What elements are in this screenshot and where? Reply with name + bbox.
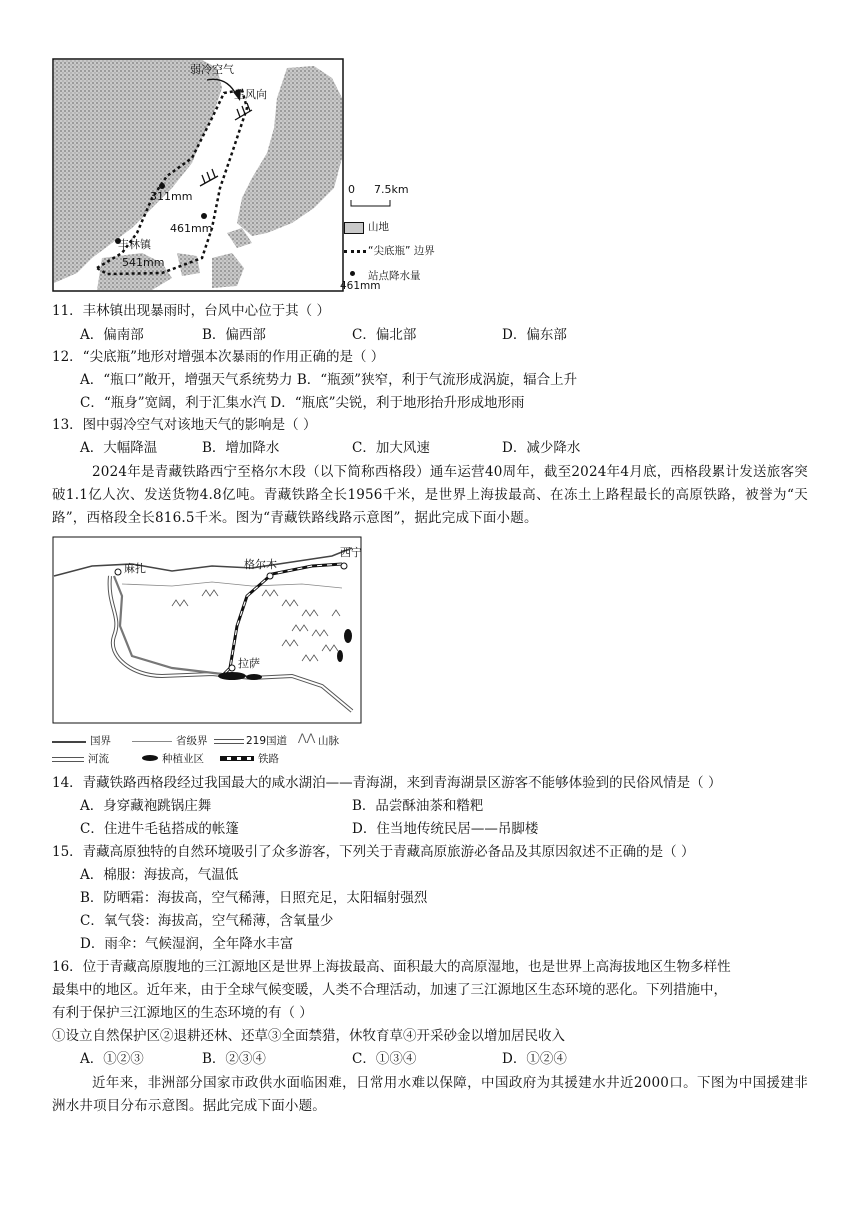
q15-option-d[interactable]: D．雨伞：气候湿润，全年降水丰富 bbox=[80, 936, 294, 952]
city-xining-dot bbox=[341, 563, 347, 569]
legend-border-swatch bbox=[52, 741, 86, 743]
label-town: 丰林镇 bbox=[118, 238, 151, 251]
legend-farm-swatch bbox=[142, 755, 158, 761]
question-15-stem: 15．青藏高原独特的自然环境吸引了众多游客，下列关于青藏高原旅游必备品及其原因叙述不正确的是（ ） bbox=[52, 844, 695, 860]
africa-wells-passage: 近年来，非洲部分国家市政供水面临困难，日常用水难以保障，中国政府为其援建水井近2000口。下图为中国援建非洲水井项目分布示意图。据此完成下面小题。 bbox=[52, 1075, 808, 1114]
q12-options-ab[interactable]: A．“瓶口”敞开，增强天气系统势力 B．“瓶颈”狭窄，利于气流形成涡旋，辐合上升 bbox=[80, 372, 578, 388]
railway-map-svg bbox=[52, 536, 364, 726]
scale-distance: 7.5km bbox=[374, 183, 409, 196]
label-station-461: 461mm bbox=[170, 222, 213, 235]
legend-province-swatch bbox=[132, 741, 172, 742]
city-maza-dot bbox=[115, 569, 121, 575]
label-maza: 麻扎 bbox=[124, 562, 146, 575]
q13-option-b[interactable]: B．增加降水 bbox=[202, 440, 280, 456]
legend-river-label: 河流 bbox=[88, 753, 109, 765]
legend-farm-label: 种植业区 bbox=[162, 753, 204, 765]
q11-option-b[interactable]: B．偏西部 bbox=[202, 327, 266, 343]
q14-option-c[interactable]: C．住进牛毛毡搭成的帐篷 bbox=[80, 821, 239, 837]
station-dot-461 bbox=[201, 213, 207, 219]
q12-options-cd[interactable]: C．“瓶身”宽阔，利于汇集水汽 D．“瓶底”尖锐，利于地形抬升形成地形雨 bbox=[80, 395, 525, 411]
scale-bar bbox=[351, 200, 390, 206]
q13-option-d[interactable]: D．减少降水 bbox=[502, 440, 581, 456]
legend-mountain-label: 山地 bbox=[368, 221, 389, 233]
label-golmud: 格尔木 bbox=[244, 558, 277, 571]
station-dot-311 bbox=[159, 183, 165, 189]
city-lhasa-dot bbox=[229, 665, 235, 671]
q16-option-d[interactable]: D．①②④ bbox=[502, 1051, 567, 1067]
label-lhasa: 拉萨 bbox=[238, 657, 260, 670]
railway-map bbox=[52, 536, 364, 726]
legend-province-label: 省级界 bbox=[176, 735, 208, 747]
q16-option-a[interactable]: A．①②③ bbox=[80, 1051, 144, 1067]
legend-station-value: 461mm bbox=[340, 280, 381, 292]
question-14-stem: 14．青藏铁路西格段经过我国最大的咸水湖泊——青海湖，来到青海湖景区游客不能够体验到的民俗风情是（ ） bbox=[52, 775, 722, 791]
label-main-wind: 主风向 bbox=[234, 88, 267, 101]
legend-rail-label: 铁路 bbox=[258, 753, 279, 765]
question-13-stem: 13．图中弱冷空气对该地天气的影响是（ ） bbox=[52, 417, 317, 433]
city-golmud-dot bbox=[267, 573, 273, 579]
question-12-stem: 12．“尖底瓶”地形对增强本次暴雨的作用正确的是（ ） bbox=[52, 349, 385, 365]
legend-road-label: 219国道 bbox=[246, 735, 288, 747]
label-station-541: 541mm bbox=[122, 256, 165, 269]
map1-legend bbox=[340, 218, 484, 296]
legend-mountain-symbol: ⋀⋀ bbox=[298, 732, 316, 744]
farm-area-1 bbox=[344, 629, 352, 643]
legend-station-label: 站点降水量 bbox=[368, 270, 421, 282]
legend-station-dot bbox=[350, 271, 355, 276]
farm-area-east bbox=[246, 674, 262, 680]
scale-zero: 0 bbox=[348, 183, 355, 196]
farm-area-2 bbox=[337, 650, 343, 662]
label-cold-air: 弱冷空气 bbox=[190, 63, 234, 76]
q11-option-a[interactable]: A．偏南部 bbox=[80, 327, 144, 343]
question-16-stem-line1: 16．位于青藏高原腹地的三江源地区是世界上海拔最高、面积最大的高原湿地，也是世界上高海拔地区生物多样性 bbox=[52, 959, 731, 975]
q15-option-c[interactable]: C．氧气袋：海拔高，空气稀薄，含氧量少 bbox=[80, 913, 334, 929]
label-xining: 西宁 bbox=[340, 546, 362, 559]
legend-border-label: 国界 bbox=[90, 735, 111, 747]
label-station-311: 311mm bbox=[150, 190, 193, 203]
q13-option-a[interactable]: A．大幅降温 bbox=[80, 440, 158, 456]
question-11-stem: 11．丰林镇出现暴雨时，台风中心位于其（ ） bbox=[52, 303, 330, 319]
railway-passage: 2024年是青藏铁路西宁至格尔木段（以下简称西格段）通车运营40周年，截至2024年4月底，西格段累计发送旅客突破1.1亿人次、发送货物4.8亿吨。青藏铁路全长1956千米，是世界上海拔最高、在冻土上路程最长的高原铁路，被誉为“天路”，西格段全长816.5千米。图为“青藏铁路线路示意图”，据此完成下面小题。 bbox=[52, 464, 808, 526]
q14-option-a[interactable]: A．身穿藏袍跳锅庄舞 bbox=[80, 798, 212, 814]
q11-option-d[interactable]: D．偏东部 bbox=[502, 327, 567, 343]
legend-river-swatch bbox=[52, 757, 84, 762]
question-16-items: ①设立自然保护区②退耕还林、还草③全面禁猎，休牧育草④开采砂金以增加居民收入 bbox=[52, 1028, 565, 1044]
q15-option-a[interactable]: A．棉服：海拔高，气温低 bbox=[80, 867, 239, 883]
legend-road-swatch bbox=[214, 739, 244, 744]
q16-option-c[interactable]: C．①③④ bbox=[352, 1051, 417, 1067]
legend-rail-swatch bbox=[220, 756, 254, 761]
q15-option-b[interactable]: B．防晒霜：海拔高，空气稀薄，日照充足，太阳辐射强烈 bbox=[80, 890, 428, 906]
q13-option-c[interactable]: C．加大风速 bbox=[352, 440, 430, 456]
legend-boundary-swatch bbox=[344, 250, 366, 253]
q14-option-b[interactable]: B．品尝酥油茶和糌粑 bbox=[352, 798, 484, 814]
legend-mountain-label: 山脉 bbox=[318, 735, 339, 747]
legend-mountain-swatch bbox=[344, 222, 364, 234]
farm-area-lhasa bbox=[218, 672, 246, 680]
legend-boundary-label: “尖底瓶” 边界 bbox=[368, 245, 435, 257]
q11-option-c[interactable]: C．偏北部 bbox=[352, 327, 417, 343]
map2-legend bbox=[52, 733, 432, 767]
question-16-stem-line3: 有利于保护三江源地区的生态环境的有（ ） bbox=[52, 1005, 313, 1021]
q16-option-b[interactable]: B．②③④ bbox=[202, 1051, 266, 1067]
q14-option-d[interactable]: D．住当地传统民居——吊脚楼 bbox=[352, 821, 539, 837]
question-16-stem-line2: 最集中的地区。近年来，由于全球气候变暖，人类不合理活动，加速了三江源地区生态环境的恶化。下列措施中， bbox=[52, 982, 727, 998]
